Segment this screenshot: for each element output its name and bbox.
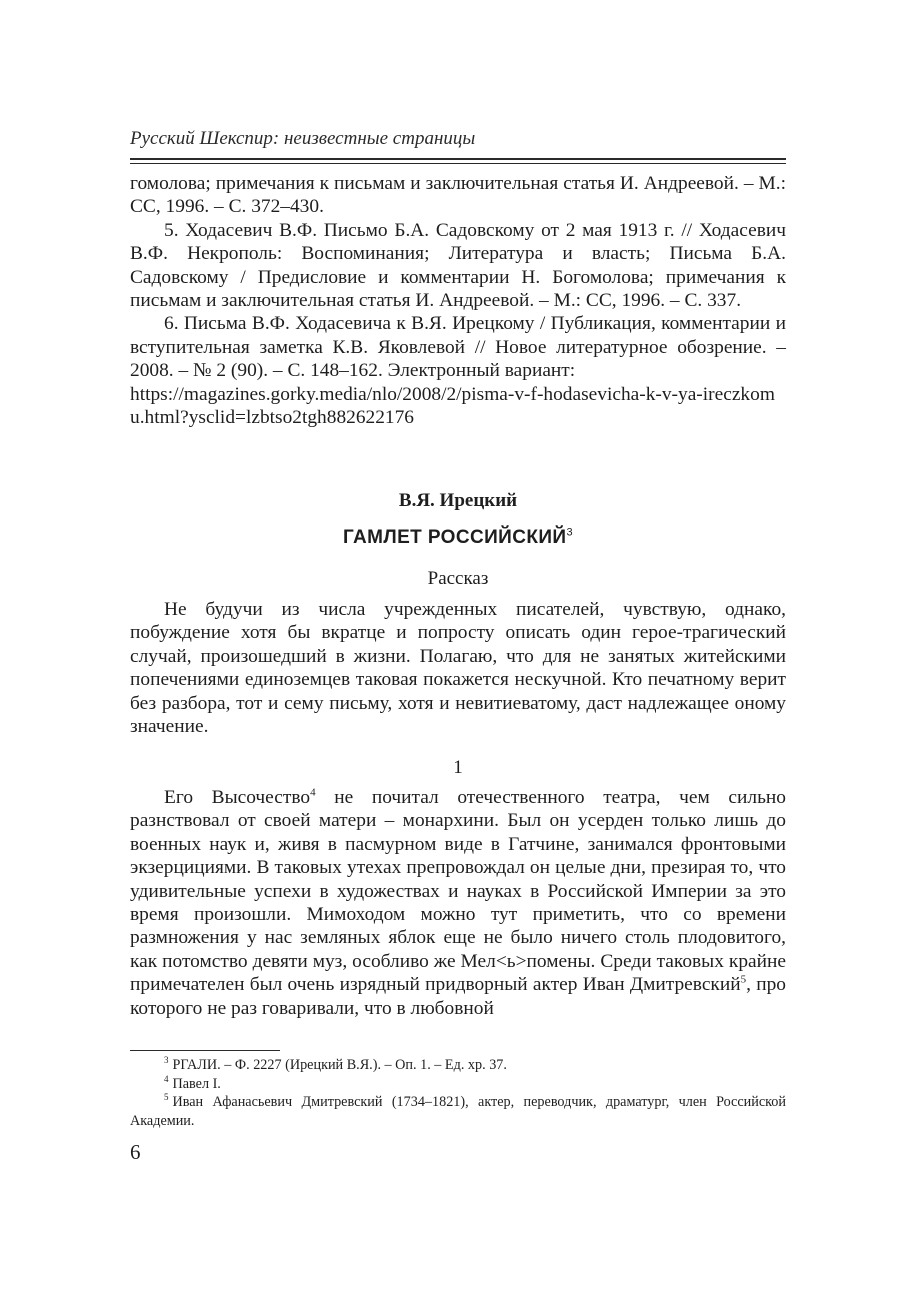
story-title-text: ГАМЛЕТ РОССИЙСКИЙ — [343, 527, 567, 548]
footnote-text: Иван Афанасьевич Дмитревский (1734–1821), актер, переводчик, драматург, член Российской Академии. — [130, 1094, 786, 1129]
reference-item-5: 5. Ходасевич В.Ф. Письмо Б.А. Садовскому от 2 мая 1913 г. // Ходасевич В.Ф. Некрополь: Воспоминания; Литература и власть; Письма Б.А. Садовскому / Предисловие и комментарии Н. Богомолова; примечания к письмам и заключительная статья И. Андреевой. – М.: СС, 1996. – С. 337. — [130, 219, 786, 312]
footnote-3 — [130, 1056, 786, 1075]
running-head: Русский Шекспир: неизвестные страницы — [130, 128, 476, 149]
footnotes — [130, 1056, 786, 1130]
header-rule-thick — [130, 158, 786, 160]
footnote-4 — [130, 1075, 786, 1094]
footnote-rule — [130, 1050, 280, 1051]
reference-item-6: 6. Письма В.Ф. Ходасевича к В.Я. Ирецкому / Публикация, комментарии и вступительная заметка К.В. Яковлевой // Новое литературное обозрение. – 2008. – № 2 (90). – С. 148–162. Электронный вариант: — [130, 313, 786, 382]
footnote-ref-5: 5 — [740, 973, 747, 986]
footnote-5 — [130, 1093, 786, 1130]
chapter-paragraph — [130, 786, 786, 1020]
footnote-ref-4: 4 — [310, 786, 316, 799]
footnote-text: Павел I. — [172, 1075, 221, 1092]
chapter-number: 1 — [453, 757, 463, 778]
references-block — [130, 172, 786, 429]
story-author: В.Я. Ирецкий — [398, 490, 518, 511]
footnote-number: 3 — [164, 1055, 169, 1066]
chapter-text-a: Его Высочество — [164, 787, 311, 808]
chapter-text-c: , про которого не раз говаривали, что в любовной — [130, 974, 786, 1019]
footnote-ref-3: 3 — [566, 526, 573, 539]
intro-block — [130, 598, 786, 738]
intro-paragraph: Не будучи из числа учрежденных писателей, чувствую, однако, побуждение хотя бы вкратце и попросту описать один герое-трагический случай, произошедший в жизни. Полагаю, что для не занятых житейскими попечениями единоземцев таковая покажется нескучной. Кто печатному верит без разбора, тот и сему письму, хотя и невитиеватому, даст надлежащее оному значение. — [130, 599, 786, 738]
footnote-number: 5 — [164, 1092, 169, 1103]
footnote-text: РГАЛИ. – Ф. 2227 (Ирецкий В.Я.). – Оп. 1. – Ед. хр. 37. — [172, 1057, 507, 1073]
page-number: 6 — [130, 1140, 141, 1164]
reference-url: https://magazines.gorky.media/nlo/2008/2/pisma-v-f-hodasevicha-k-v-ya-ireczkomu.html?ysclid=lzbtso2tgh882622176 — [130, 383, 775, 429]
chapter-text-b: не почитал отечественного театра, чем сильно разнствовал от своей матери – монархини. Был он усерден только лишь до военных наук и, живя в пасмурном виде в Гатчине, занимался фронтовыми экзерцициями. В таковых утехах препровождал он целые дни, презирая то, что удивительные успехи в художествах и науках в Российской Империи за это время произошли. Мимоходом можно тут приметить, что со времени размножения у нас земляных яблок еще не было ничего столь плодовитого, как потомство девяти муз, особливо же Мел<ь>помены. Среди таковых крайне примечателен был очень изрядный придворный актер Иван Дмитревский — [130, 787, 786, 996]
reference-continuation: гомолова; примечания к письмам и заключительная статья И. Андреевой. – М.: СС, 1996. – С. 372–430. — [130, 173, 786, 218]
header-rule-thin — [130, 163, 786, 164]
story-title — [130, 527, 786, 549]
chapter-block — [130, 786, 786, 1020]
footnote-number: 4 — [164, 1073, 169, 1084]
story-subtitle: Рассказ — [427, 568, 489, 589]
